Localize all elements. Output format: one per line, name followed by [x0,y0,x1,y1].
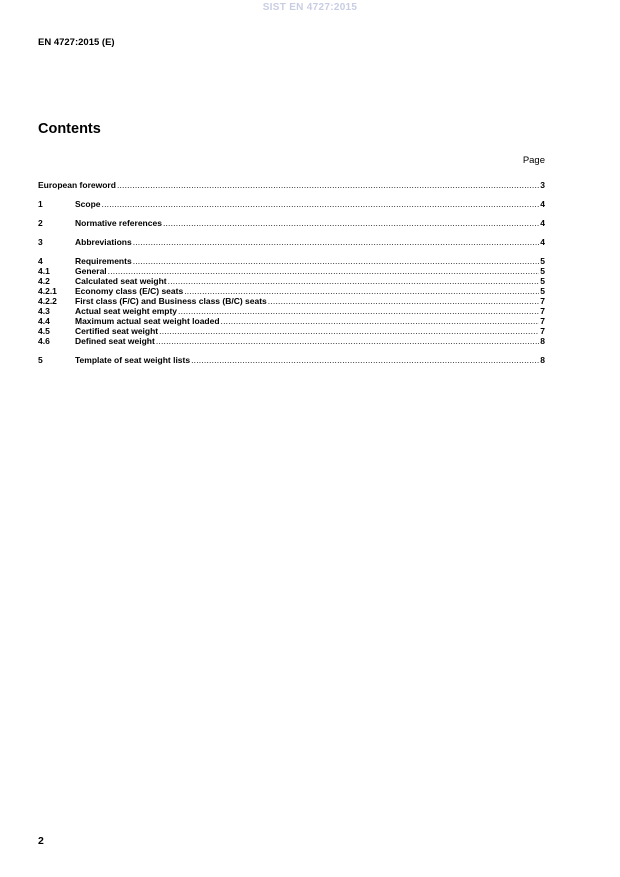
toc-entry-page: 5 [540,256,545,266]
toc-entry-certified-seat-weight[interactable] [38,326,545,336]
table-of-contents [38,180,545,365]
toc-dot-leader [221,316,540,326]
toc-entry-page: 3 [540,180,545,190]
toc-entry-number: 4.2 [38,276,50,286]
toc-dot-leader [133,237,540,247]
toc-dot-leader [178,306,539,316]
toc-entry-number: 4 [38,256,43,266]
toc-entry-title: Calculated seat weight [75,276,167,286]
toc-entry-general[interactable] [38,266,545,276]
toc-entry-normative-references[interactable] [38,218,545,228]
contents-heading: Contents [38,121,101,137]
toc-entry-title: Maximum actual seat weight loaded [75,316,220,326]
toc-entry-requirements[interactable] [38,256,545,266]
toc-entry-number: 4.3 [38,306,50,316]
toc-entry-european-foreword[interactable] [38,180,545,190]
toc-entry-title: Certified seat weight [75,326,159,336]
toc-dot-leader [108,266,540,276]
toc-entry-title: Scope [75,199,101,209]
toc-entry-page: 5 [540,286,545,296]
toc-entry-page: 5 [540,276,545,286]
toc-entry-calculated-seat-weight[interactable] [38,276,545,286]
page-column-label: Page [522,155,545,166]
toc-entry-page: 8 [540,336,545,346]
toc-entry-page: 7 [540,316,545,326]
toc-entry-title: Defined seat weight [75,336,155,346]
toc-dot-leader [156,336,539,346]
toc-entry-scope[interactable] [38,199,545,209]
toc-entry-number: 4.6 [38,336,50,346]
watermark: SIST EN 4727:2015 [262,2,358,13]
toc-entry-title: Actual seat weight empty [75,306,178,316]
toc-entry-number: 5 [38,355,43,365]
toc-entry-title: General [75,266,107,276]
toc-entry-number: 4.4 [38,316,50,326]
toc-dot-leader [102,199,540,209]
toc-entry-page: 4 [540,218,545,228]
toc-dot-leader [163,218,539,228]
toc-dot-leader [191,355,539,365]
toc-dot-leader [117,180,539,190]
toc-entry-number: 2 [38,218,43,228]
toc-dot-leader [168,276,540,286]
toc-entry-title: Normative references [75,218,162,228]
toc-entry-abbreviations[interactable] [38,237,545,247]
toc-entry-number: 4.2.1 [38,286,57,296]
toc-dot-leader [184,286,539,296]
toc-entry-page: 7 [540,326,545,336]
toc-entry-title: Template of seat weight lists [75,355,191,365]
toc-entry-number: 4.1 [38,266,50,276]
toc-entry-title: Economy class (E/C) seats [75,286,184,296]
toc-entry-page: 4 [540,199,545,209]
toc-entry-defined-seat-weight[interactable] [38,336,545,346]
toc-entry-page: 5 [540,266,545,276]
toc-entry-page: 7 [540,306,545,316]
document-id-header: EN 4727:2015 (E) [38,37,115,48]
toc-entry-template-of-seat-weight-lists[interactable] [38,355,545,365]
toc-entry-number: 4.2.2 [38,296,57,306]
toc-dot-leader [268,296,539,306]
toc-entry-title: Abbreviations [75,237,132,247]
toc-entry-page: 7 [540,296,545,306]
toc-entry-actual-seat-weight-empty[interactable] [38,306,545,316]
toc-entry-page: 8 [540,355,545,365]
toc-dot-leader [159,326,539,336]
toc-dot-leader [133,256,540,266]
page-number: 2 [38,835,44,847]
toc-entry-first-business-class-seats[interactable] [38,296,545,306]
toc-entry-title: European foreword [38,180,116,190]
toc-entry-maximum-actual-seat-weight-loaded[interactable] [38,316,545,326]
toc-entry-page: 4 [540,237,545,247]
toc-entry-economy-class-seats[interactable] [38,286,545,296]
toc-entry-number: 4.5 [38,326,50,336]
toc-entry-number: 1 [38,199,43,209]
toc-entry-number: 3 [38,237,43,247]
toc-entry-title: Requirements [75,256,132,266]
toc-entry-title: First class (F/C) and Business class (B/C) seats [75,296,267,306]
